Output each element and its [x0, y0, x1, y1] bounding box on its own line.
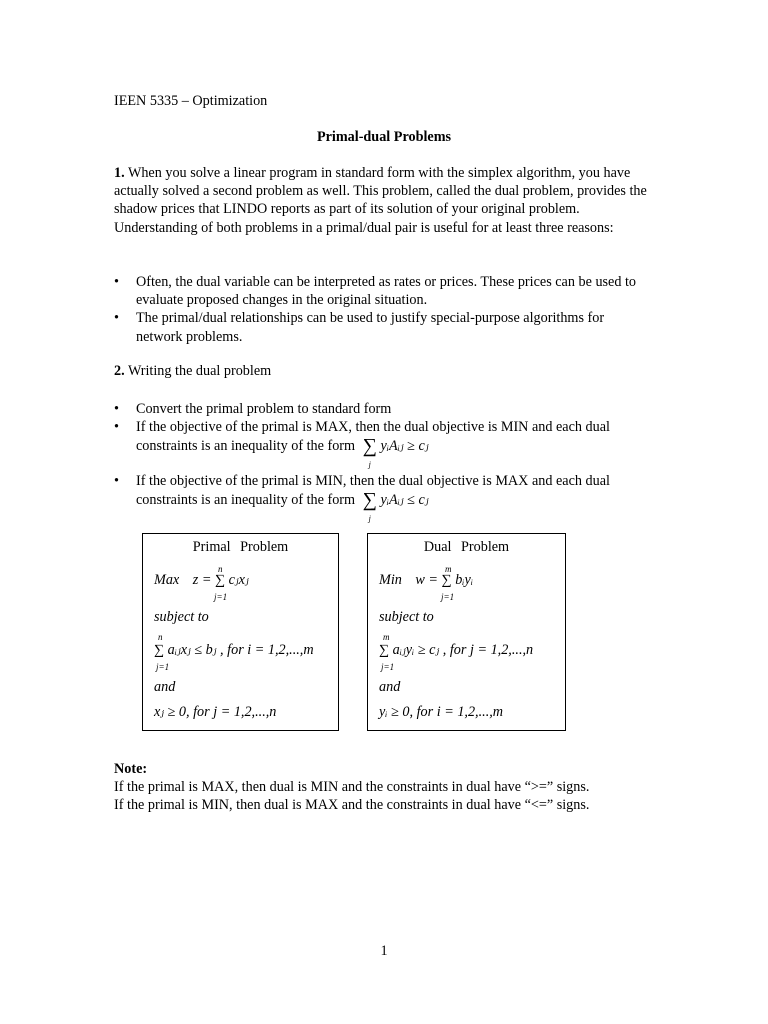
primal-constraint: ∑ aᵢⱼxⱼ ≤ bⱼ , for i = 1,2,...,m — [154, 642, 314, 658]
primal-nonnegativity: xⱼ ≥ 0, for j = 1,2,...,n — [154, 704, 277, 720]
course-title: IEEN 5335 – Optimization — [114, 93, 268, 109]
primal-heading: Primal Problem — [192, 539, 289, 555]
section-2-heading — [114, 363, 271, 380]
primal-problem-box — [142, 533, 339, 731]
list-item — [114, 472, 654, 523]
list-item — [114, 273, 654, 309]
dual-constraint: ∑ aᵢⱼyᵢ ≥ cⱼ , for j = 1,2,...,n — [379, 642, 534, 658]
note-line-2: If the primal is MIN, then dual is MAX and the constraints in dual have “<=” signs. — [114, 797, 590, 813]
sum-index: j — [368, 460, 371, 470]
bullet-text: If the objective of the primal is MIN, then the dual objective is MAX and each dual constraints is an inequality of the form — [136, 472, 610, 508]
sum-lower-limit: j=1 — [381, 662, 395, 672]
dual-objective: w = ∑ bᵢyᵢ — [415, 572, 474, 588]
bullet-text: The primal/dual relationships can be used to justify special-purpose algorithms for network problems. — [136, 310, 605, 345]
document-title: Primal-dual Problems — [316, 129, 452, 145]
sum-upper-limit: m — [383, 632, 390, 642]
objective-label: Min — [379, 572, 402, 588]
dual-constraint-le-formula: yᵢAᵢⱼ ≤ cⱼ — [380, 491, 429, 508]
section-1-intro: When you solve a linear program in standard form with the simplex algorithm, you have actually solved a second problem as well. This problem, called the dual problem, provides the shadow prices that LINDO reports as part of its solution of your original problem. Understanding of both problems in a primal/dual pair is useful for at least three reasons: — [114, 165, 647, 236]
bullet-icon: • — [114, 419, 119, 436]
list-item — [114, 418, 654, 470]
list-item — [114, 309, 654, 345]
bullet-text: Often, the dual variable can be interpreted as rates or prices. These prices can be used to evaluate proposed changes in the original situation. — [136, 274, 637, 309]
list-item — [114, 400, 654, 418]
bullet-icon: • — [114, 401, 119, 417]
primal-and: and — [154, 679, 176, 695]
summation-symbol: ∑ j — [363, 490, 377, 511]
bullet-icon: • — [114, 472, 119, 489]
section-2-number: 2. — [114, 363, 125, 379]
dual-subject-to: subject to — [379, 609, 434, 625]
section-2-heading-text: Writing the dual problem — [127, 363, 272, 379]
bullet-icon: • — [114, 274, 119, 290]
dual-and: and — [379, 679, 401, 695]
sum-lower-limit: j=1 — [441, 592, 455, 602]
note-heading: Note: — [114, 761, 148, 777]
objective-label: Max — [154, 572, 180, 588]
section-1-number: 1. — [114, 165, 125, 181]
page-number: 1 — [380, 943, 388, 959]
sum-upper-limit: n — [218, 564, 223, 574]
sum-upper-limit: n — [158, 632, 163, 642]
sum-lower-limit: j=1 — [156, 662, 170, 672]
bullet-text: If the objective of the primal is MAX, then the dual objective is MIN and each dual constraints is an inequality of the form — [136, 419, 610, 455]
bullet-text: Convert the primal problem to standard form — [136, 401, 392, 417]
dual-problem-box — [367, 533, 566, 731]
sum-index: j — [368, 513, 371, 523]
primal-subject-to: subject to — [154, 609, 209, 625]
primal-objective: z = ∑ cⱼxⱼ — [192, 572, 249, 588]
section-2-bullet-list — [114, 400, 654, 523]
sum-upper-limit: m — [445, 564, 452, 574]
dual-nonnegativity: yᵢ ≥ 0, for i = 1,2,...,m — [379, 704, 504, 720]
section-1-bullet-list — [114, 273, 654, 346]
summation-symbol: ∑ j — [363, 436, 377, 457]
note-line-1: If the primal is MAX, then dual is MIN and the constraints in dual have “>=” signs. — [114, 779, 590, 795]
bullet-icon: • — [114, 310, 119, 327]
dual-heading: Dual Problem — [423, 539, 510, 555]
dual-constraint-ge-formula: yᵢAᵢⱼ ≥ cⱼ — [380, 438, 429, 455]
sum-lower-limit: j=1 — [214, 592, 228, 602]
section-1-paragraph — [114, 164, 654, 237]
